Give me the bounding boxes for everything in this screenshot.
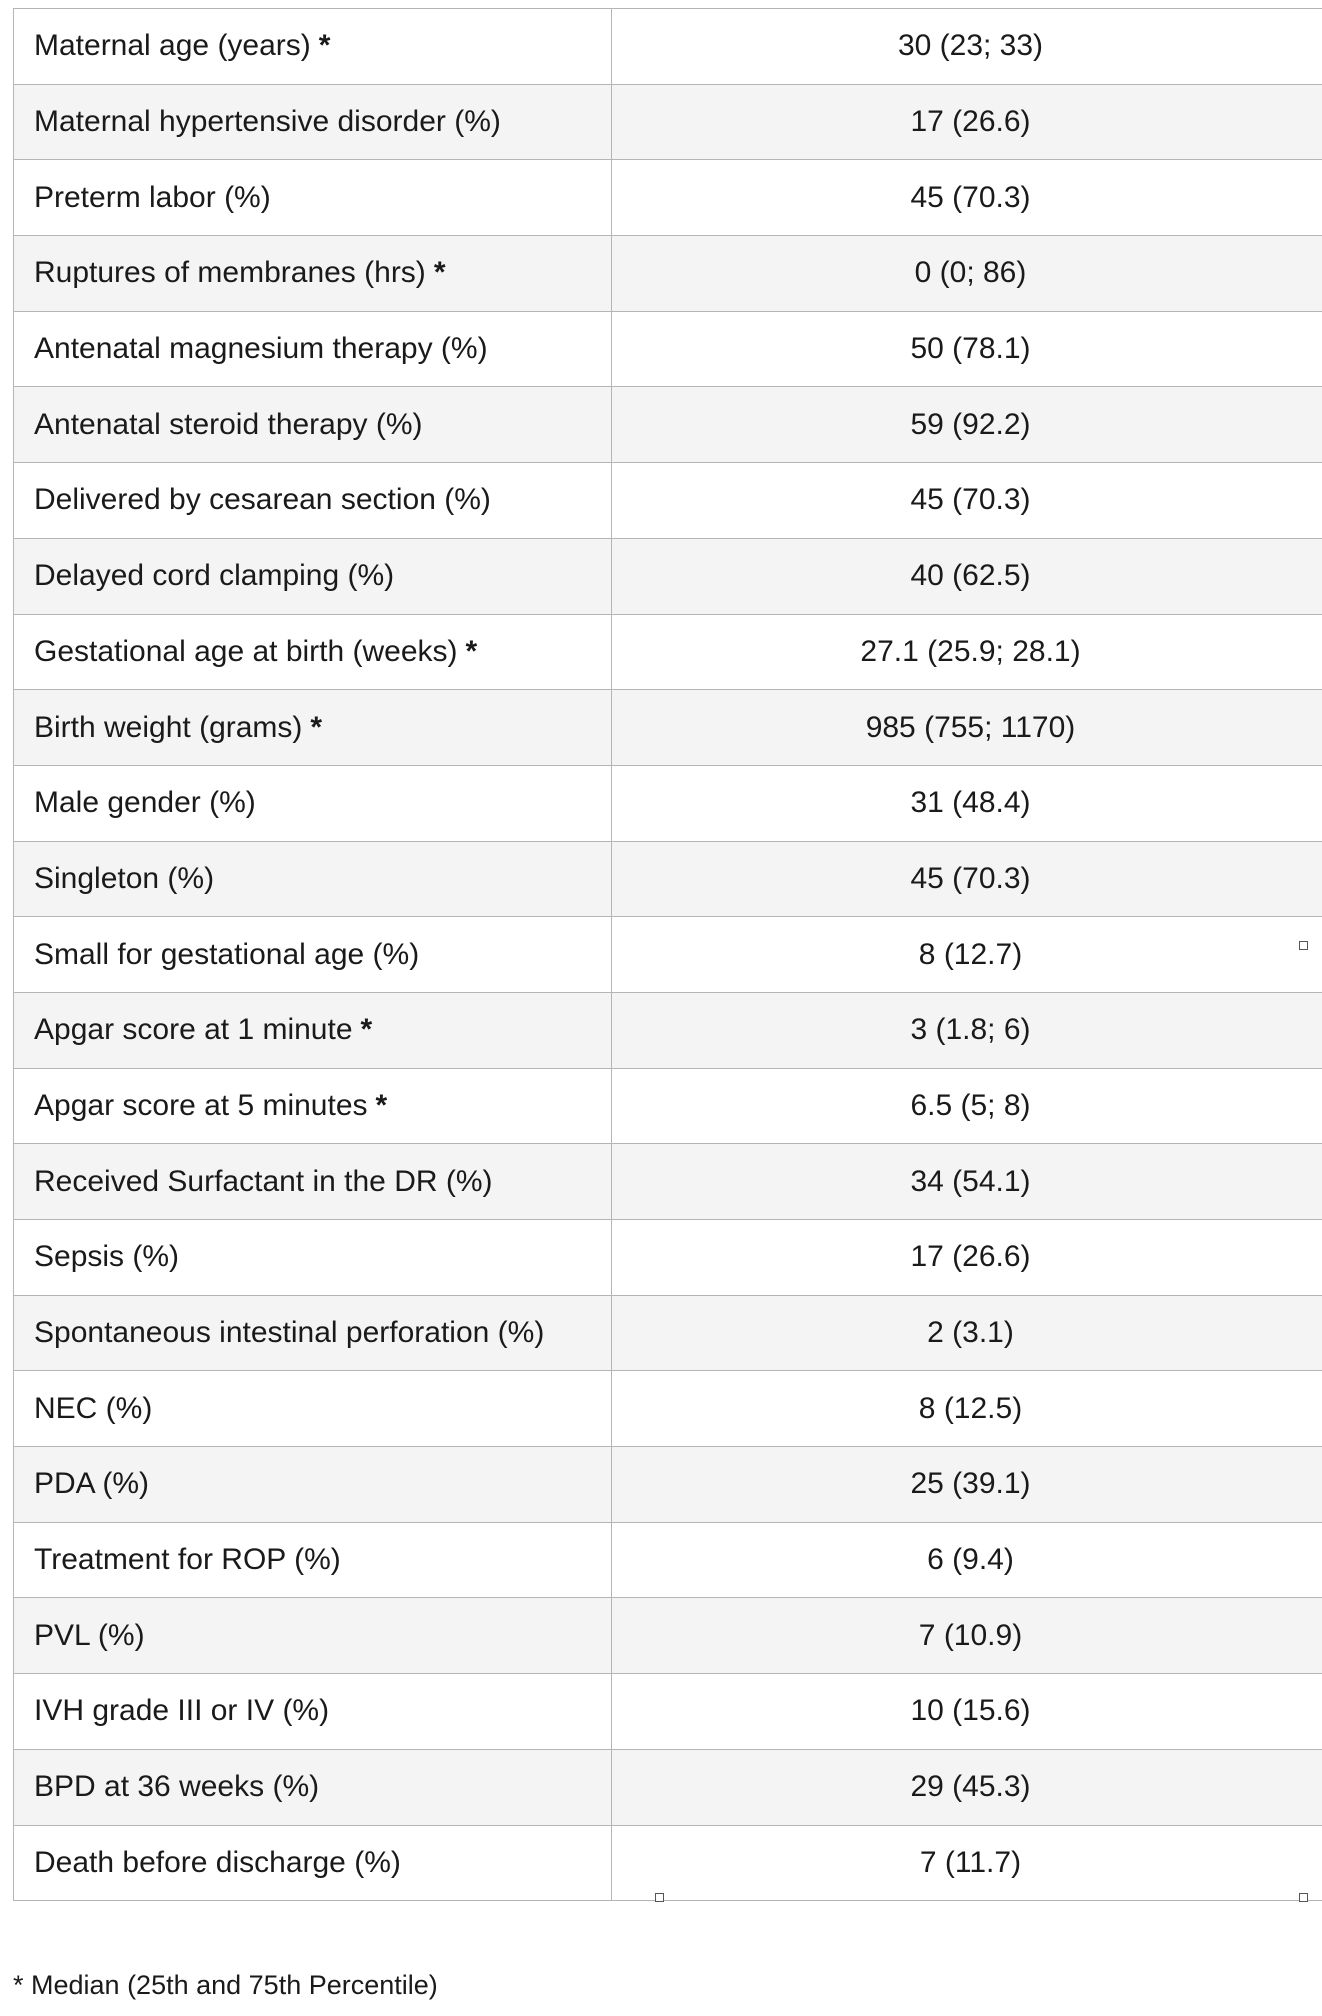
row-label: PVL (%) (34, 1618, 145, 1652)
row-value: 8 (12.5) (612, 1371, 1322, 1447)
table-row (14, 9, 1322, 85)
resize-handle-right[interactable] (1299, 941, 1308, 950)
row-value: 7 (11.7) (612, 1825, 1322, 1901)
row-label: BPD at 36 weeks (%) (34, 1770, 320, 1804)
row-label: PDA (%) (34, 1467, 150, 1501)
row-label-cell (14, 917, 612, 993)
row-value: 45 (70.3) (612, 160, 1322, 236)
table-row (14, 1522, 1322, 1598)
table-row (14, 614, 1322, 690)
row-label-cell (14, 9, 612, 85)
row-label-cell (14, 1522, 612, 1598)
row-label: Maternal age (years) (34, 29, 311, 63)
row-label-cell (14, 1674, 612, 1750)
table-row (14, 387, 1322, 463)
table-row (14, 1220, 1322, 1296)
row-label: Singleton (%) (34, 861, 215, 895)
row-value: 25 (39.1) (612, 1447, 1322, 1523)
row-label-cell (14, 614, 612, 690)
resize-handle-corner[interactable] (1299, 1893, 1308, 1902)
row-label: Ruptures of membranes (hrs) (34, 256, 426, 290)
table-row (14, 1674, 1322, 1750)
row-label: Sepsis (%) (34, 1240, 180, 1274)
median-marker: * (360, 1013, 373, 1047)
row-label: Preterm labor (%) (34, 180, 271, 214)
table-row (14, 84, 1322, 160)
characteristics-table (13, 8, 1322, 1901)
row-label-cell (14, 1144, 612, 1220)
row-value: 6 (9.4) (612, 1522, 1322, 1598)
row-label-cell (14, 1068, 612, 1144)
row-label: NEC (%) (34, 1391, 153, 1425)
row-label: Small for gestational age (%) (34, 937, 420, 971)
row-label-cell (14, 1220, 612, 1296)
row-value: 985 (755; 1170) (612, 690, 1322, 766)
table-row (14, 1295, 1322, 1371)
table-row (14, 1749, 1322, 1825)
row-label-cell (14, 1749, 612, 1825)
median-marker: * (465, 634, 478, 668)
median-marker: * (310, 710, 323, 744)
row-label-cell (14, 1825, 612, 1901)
row-label-cell (14, 765, 612, 841)
row-label-cell (14, 690, 612, 766)
table-row (14, 236, 1322, 312)
row-label-cell (14, 236, 612, 312)
table-row (14, 311, 1322, 387)
row-label: IVH grade III or IV (%) (34, 1694, 330, 1728)
row-label: Death before discharge (%) (34, 1845, 401, 1879)
table-row (14, 538, 1322, 614)
row-value: 31 (48.4) (612, 765, 1322, 841)
row-value: 45 (70.3) (612, 463, 1322, 539)
row-value: 6.5 (5; 8) (612, 1068, 1322, 1144)
row-label: Apgar score at 1 minute (34, 1013, 353, 1047)
row-value: 10 (15.6) (612, 1674, 1322, 1750)
table-row (14, 1447, 1322, 1523)
row-label: Delivered by cesarean section (%) (34, 483, 491, 517)
row-value: 34 (54.1) (612, 1144, 1322, 1220)
table-row (14, 1068, 1322, 1144)
row-label: Birth weight (grams) (34, 710, 303, 744)
row-label-cell (14, 992, 612, 1068)
row-label: Treatment for ROP (%) (34, 1543, 341, 1577)
table-row (14, 1598, 1322, 1674)
row-label: Received Surfactant in the DR (%) (34, 1164, 493, 1198)
median-marker: * (318, 29, 331, 63)
row-value: 45 (70.3) (612, 841, 1322, 917)
row-value: 40 (62.5) (612, 538, 1322, 614)
table-row (14, 1371, 1322, 1447)
row-label: Male gender (%) (34, 786, 256, 820)
table-body (14, 9, 1322, 1901)
resize-handle-bottom[interactable] (655, 1893, 664, 1902)
row-value: 29 (45.3) (612, 1749, 1322, 1825)
row-value: 30 (23; 33) (612, 9, 1322, 85)
row-label-cell (14, 1598, 612, 1674)
median-marker: * (433, 256, 446, 290)
row-label-cell (14, 538, 612, 614)
table-row (14, 690, 1322, 766)
row-value: 3 (1.8; 6) (612, 992, 1322, 1068)
row-label: Maternal hypertensive disorder (%) (34, 105, 501, 139)
row-value: 8 (12.7) (612, 917, 1322, 993)
row-label-cell (14, 311, 612, 387)
table-row (14, 765, 1322, 841)
row-label-cell (14, 84, 612, 160)
table-row (14, 1144, 1322, 1220)
row-label-cell (14, 841, 612, 917)
row-label-cell (14, 160, 612, 236)
row-value: 27.1 (25.9; 28.1) (612, 614, 1322, 690)
table-row (14, 917, 1322, 993)
row-label-cell (14, 1371, 612, 1447)
row-label: Apgar score at 5 minutes (34, 1088, 368, 1122)
row-label: Delayed cord clamping (%) (34, 559, 395, 593)
table-row (14, 992, 1322, 1068)
row-label: Antenatal steroid therapy (%) (34, 407, 423, 441)
row-value: 17 (26.6) (612, 84, 1322, 160)
row-value: 7 (10.9) (612, 1598, 1322, 1674)
median-marker: * (375, 1088, 388, 1122)
table-row (14, 841, 1322, 917)
row-label: Gestational age at birth (weeks) (34, 634, 458, 668)
footnote: * Median (25th and 75th Percentile) (13, 1970, 438, 2000)
table-row (14, 463, 1322, 539)
row-value: 0 (0; 86) (612, 236, 1322, 312)
row-value: 2 (3.1) (612, 1295, 1322, 1371)
row-label-cell (14, 387, 612, 463)
table-row (14, 1825, 1322, 1901)
row-value: 17 (26.6) (612, 1220, 1322, 1296)
row-label-cell (14, 463, 612, 539)
row-label: Antenatal magnesium therapy (%) (34, 332, 488, 366)
row-value: 50 (78.1) (612, 311, 1322, 387)
row-label: Spontaneous intestinal perforation (%) (34, 1316, 545, 1350)
table-row (14, 160, 1322, 236)
row-label-cell (14, 1447, 612, 1523)
row-value: 59 (92.2) (612, 387, 1322, 463)
row-label-cell (14, 1295, 612, 1371)
